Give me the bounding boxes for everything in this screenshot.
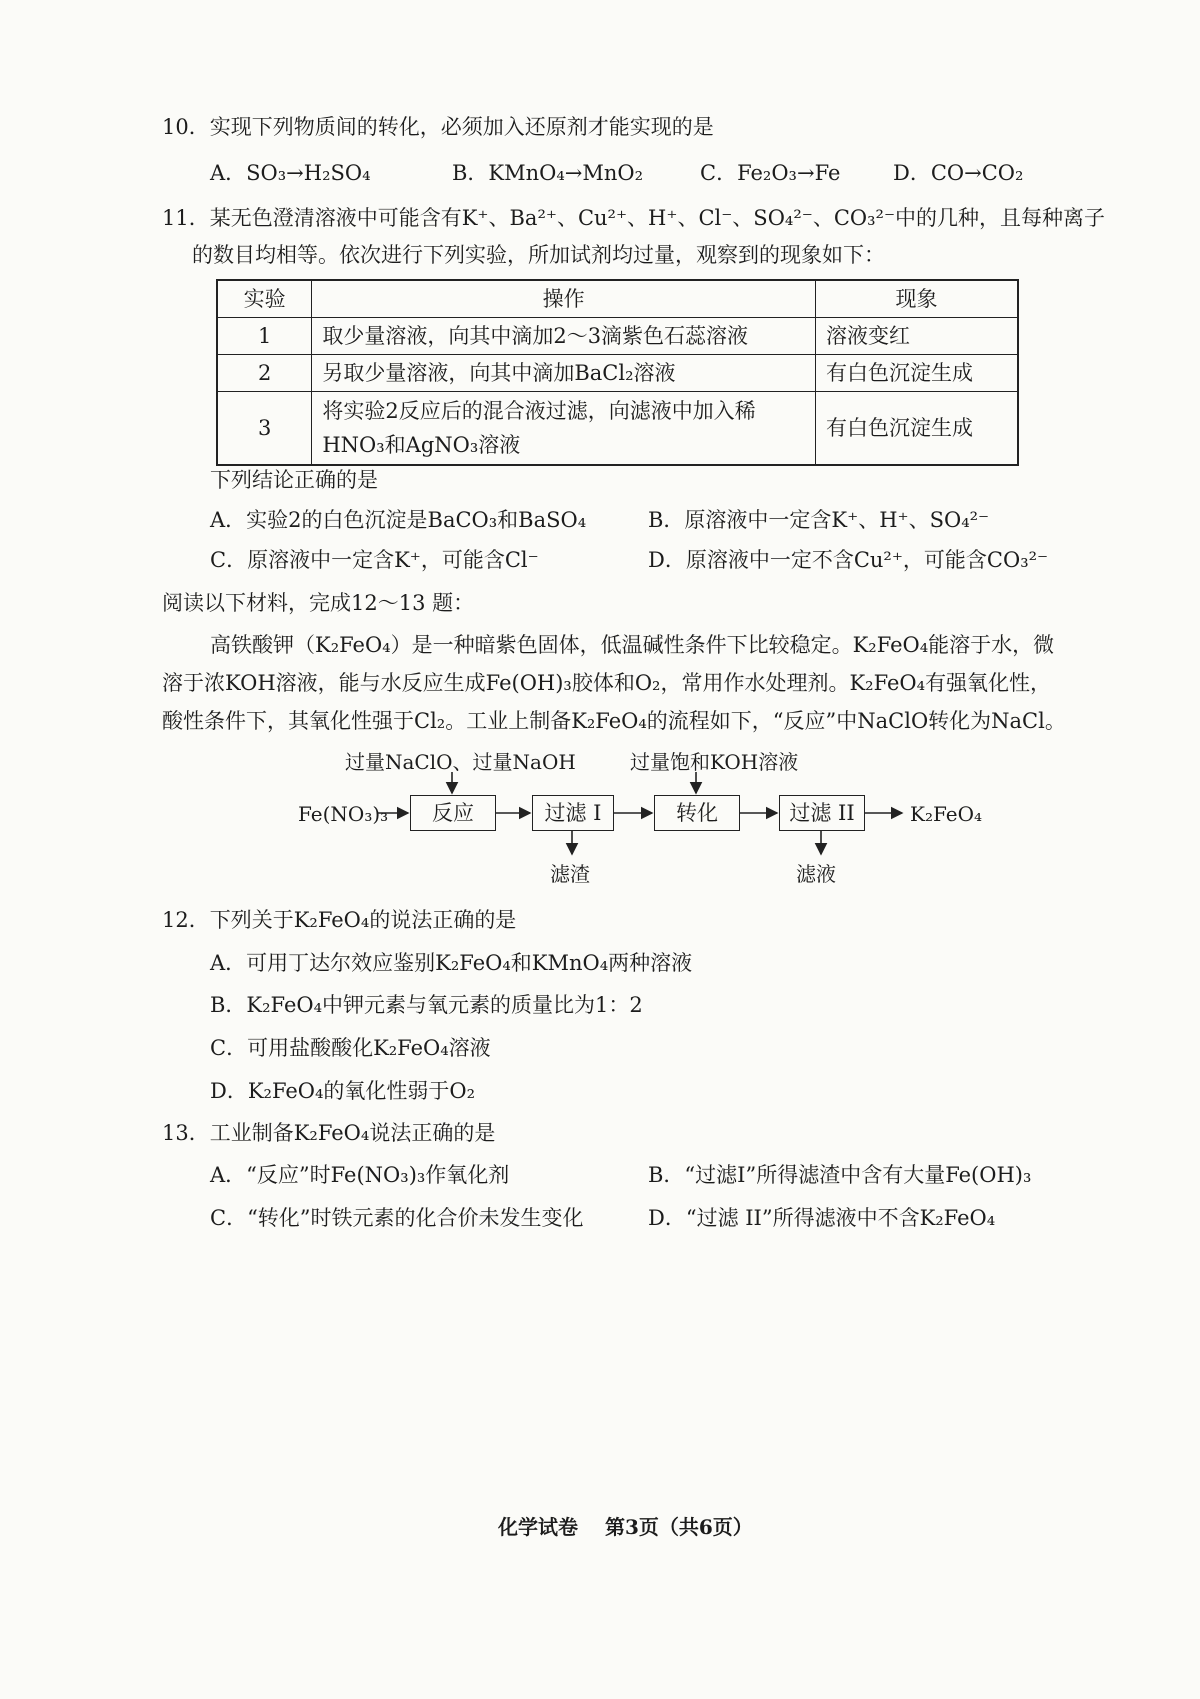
table-cell-no: 3 <box>217 392 312 466</box>
q13-option-a: A．“反应”时Fe(NO₃)₃作氧化剂 <box>210 1163 510 1187</box>
q10-option-c: C．Fe₂O₃→Fe <box>700 161 841 185</box>
q13-option-c: C．“转化”时铁元素的化合价未发生变化 <box>210 1206 584 1230</box>
q11-option-a: A．实验2的白色沉淀是BaCO₃和BaSO₄ <box>210 508 587 532</box>
flow-reagent-1: 过量NaClO、过量NaOH <box>345 750 576 774</box>
table-cell-operation: 将实验2反应后的混合液过滤，向滤液中加入稀HNO₃和AgNO₃溶液 <box>312 392 816 466</box>
table-cell-phenomenon: 有白色沉淀生成 <box>816 355 1019 392</box>
flow-step-filter-2: 过滤 II <box>779 795 865 831</box>
flow-step-filter-1: 过滤 I <box>532 795 614 831</box>
q10-option-b: B．KMnO₄→MnO₂ <box>452 161 644 185</box>
material-paragraph-line-3: 酸性条件下，其氧化性强于Cl₂。工业上制备K₂FeO₄的流程如下，“反应”中NaClO转化为NaCl。 <box>162 709 1066 733</box>
q11-option-b: B．原溶液中一定含K⁺、H⁺、SO₄²⁻ <box>648 508 990 532</box>
q12-option-a: A．可用丁达尔效应鉴别K₂FeO₄和KMnO₄两种溶液 <box>210 951 693 975</box>
table-cell-operation: 取少量溶液，向其中滴加2～3滴紫色石蕊溶液 <box>312 318 816 355</box>
table-cell-no: 1 <box>217 318 312 355</box>
material-paragraph-line-1: 高铁酸钾（K₂FeO₄）是一种暗紫色固体，低温碱性条件下比较稳定。K₂FeO₄能溶于水，微 <box>210 633 1055 657</box>
flow-output: K₂FeO₄ <box>910 802 982 826</box>
flow-byproduct-filtrate: 滤液 <box>796 862 836 886</box>
q10-stem: 10．实现下列物质间的转化，必须加入还原剂才能实现的是 <box>162 115 714 139</box>
page-footer: 化学试卷 第3页（共6页） <box>498 1515 753 1539</box>
table-cell-no: 2 <box>217 355 312 392</box>
table-cell-operation: 另取少量溶液，向其中滴加BaCl₂溶液 <box>312 355 816 392</box>
q11-stem-line-2: 的数目均相等。依次进行下列实验，所加试剂均过量，观察到的现象如下： <box>192 243 885 267</box>
q11-option-d: D．原溶液中一定不含Cu²⁺，可能含CO₃²⁻ <box>648 548 1049 572</box>
q11-option-c: C．原溶液中一定含K⁺，可能含Cl⁻ <box>210 548 539 572</box>
q13-stem: 13．工业制备K₂FeO₄说法正确的是 <box>162 1121 496 1145</box>
q13-option-b: B．“过滤I”所得滤渣中含有大量Fe(OH)₃ <box>648 1163 1032 1187</box>
table-header-operation: 操作 <box>312 280 816 318</box>
table-cell-phenomenon: 溶液变红 <box>816 318 1019 355</box>
q10-option-d: D．CO→CO₂ <box>893 161 1024 185</box>
table-header-experiment: 实验 <box>217 280 312 318</box>
material-intro: 阅读以下材料，完成12～13 题： <box>162 591 475 615</box>
flow-reagent-2: 过量饱和KOH溶液 <box>630 750 799 774</box>
table-cell-phenomenon: 有白色沉淀生成 <box>816 392 1019 466</box>
material-paragraph-line-2: 溶于浓KOH溶液，能与水反应生成Fe(OH)₃胶体和O₂，常用作水处理剂。K₂FeO₄有强氧化性， <box>162 671 1052 695</box>
flow-byproduct-residue: 滤渣 <box>550 862 590 886</box>
flow-step-reaction: 反应 <box>410 795 496 831</box>
q13-option-d: D．“过滤 II”所得滤液中不含K₂FeO₄ <box>648 1206 996 1230</box>
flow-input: Fe(NO₃)₃ <box>298 802 389 826</box>
q11-prompt: 下列结论正确的是 <box>210 468 378 492</box>
table-header-phenomenon: 现象 <box>816 280 1019 318</box>
q12-option-d: D．K₂FeO₄的氧化性弱于O₂ <box>210 1079 476 1103</box>
q11-stem-line-1: 11．某无色澄清溶液中可能含有K⁺、Ba²⁺、Cu²⁺、H⁺、Cl⁻、SO₄²⁻、CO₃²⁻中的几种，且每种离子 <box>162 206 1106 230</box>
q12-option-c: C．可用盐酸酸化K₂FeO₄溶液 <box>210 1036 491 1060</box>
q10-option-a: A．SO₃→H₂SO₄ <box>210 161 371 185</box>
flow-step-conversion: 转化 <box>654 795 740 831</box>
q12-stem: 12．下列关于K₂FeO₄的说法正确的是 <box>162 908 517 932</box>
q12-option-b: B．K₂FeO₄中钾元素与氧元素的质量比为1：2 <box>210 993 643 1017</box>
